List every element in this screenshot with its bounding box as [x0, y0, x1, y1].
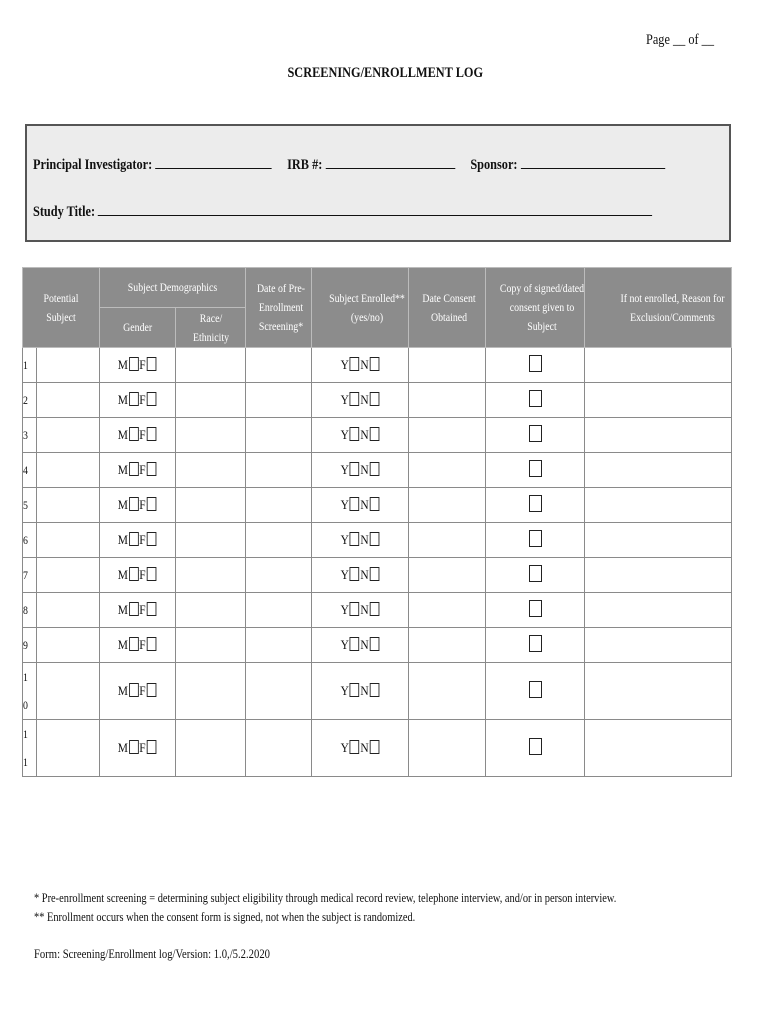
- table-row: [23, 558, 732, 593]
- table-row: [23, 453, 732, 488]
- enrolled-y-label: Y: [340, 683, 349, 698]
- gender-f-label: F: [139, 683, 146, 698]
- enrolled-y-label: Y: [340, 532, 349, 547]
- enrolled-n-label: N: [360, 637, 369, 652]
- footnotes: [34, 888, 762, 926]
- potential-subject-cell[interactable]: [37, 523, 100, 558]
- row-number: 2: [23, 383, 37, 418]
- date-pre-cell[interactable]: [246, 523, 312, 558]
- table-row: [23, 418, 732, 453]
- gender-f-label: F: [139, 740, 146, 755]
- table-row: [23, 383, 732, 418]
- date-pre-cell[interactable]: [246, 488, 312, 523]
- potential-subject-cell[interactable]: [37, 348, 100, 383]
- footnote-2: ** Enrollment occurs when the consent form is signed, not when the subject is randomized.: [34, 909, 416, 924]
- pi-label: Principal Investigator:: [33, 157, 153, 173]
- race-cell[interactable]: [176, 523, 246, 558]
- enrolled-y-checkbox[interactable]: [349, 427, 359, 441]
- gender-m-label: M: [117, 567, 128, 582]
- potential-subject-cell[interactable]: [37, 720, 100, 777]
- enrolled-y-checkbox[interactable]: [349, 740, 359, 754]
- enrolled-y-checkbox[interactable]: [349, 357, 359, 371]
- gender-cell: [100, 663, 176, 720]
- potential-subject-cell[interactable]: [37, 453, 100, 488]
- row-number: 4: [23, 453, 37, 488]
- enrolled-y-label: Y: [340, 427, 349, 442]
- date-pre-cell[interactable]: [246, 628, 312, 663]
- table-row: [23, 348, 732, 383]
- enrolled-y-label: Y: [340, 567, 349, 582]
- date-consent-cell[interactable]: [409, 558, 486, 593]
- gender-f-checkbox[interactable]: [147, 427, 157, 441]
- enrolled-n-checkbox[interactable]: [369, 602, 379, 616]
- copy-consent-cell: [486, 418, 585, 453]
- header-gender: Gender: [100, 308, 176, 348]
- enrolled-n-checkbox[interactable]: [369, 637, 379, 651]
- page-title: SCREENING/ENROLLMENT LOG: [287, 65, 483, 81]
- enrolled-y-checkbox[interactable]: [349, 497, 359, 511]
- enrolled-n-checkbox[interactable]: [369, 532, 379, 546]
- comments-cell[interactable]: [585, 593, 732, 628]
- sponsor-label: Sponsor:: [470, 157, 518, 173]
- row-number: 10: [23, 663, 37, 720]
- enrolled-n-label: N: [360, 683, 369, 698]
- gender-f-label: F: [139, 567, 146, 582]
- gender-cell: [100, 593, 176, 628]
- race-cell[interactable]: [176, 663, 246, 720]
- gender-f-label: F: [139, 602, 146, 617]
- date-pre-cell[interactable]: [246, 348, 312, 383]
- copy-consent-checkbox[interactable]: [529, 738, 542, 755]
- copy-consent-cell: [486, 593, 585, 628]
- race-cell[interactable]: [176, 488, 246, 523]
- copy-consent-checkbox[interactable]: [529, 495, 542, 512]
- gender-f-checkbox[interactable]: [147, 392, 157, 406]
- gender-f-checkbox[interactable]: [147, 567, 157, 581]
- copy-consent-cell: [486, 558, 585, 593]
- enrollment-table: [22, 267, 732, 777]
- comments-cell[interactable]: [585, 558, 732, 593]
- study-title-label: Study Title:: [33, 204, 96, 220]
- header-subject-enrolled: Subject Enrolled** (yes/no): [312, 268, 409, 348]
- enrolled-n-checkbox[interactable]: [369, 427, 379, 441]
- copy-consent-checkbox[interactable]: [529, 425, 542, 442]
- gender-m-checkbox[interactable]: [129, 392, 139, 406]
- copy-consent-checkbox[interactable]: [529, 681, 542, 698]
- potential-subject-cell[interactable]: [37, 383, 100, 418]
- enrolled-n-checkbox[interactable]: [369, 683, 379, 697]
- gender-f-label: F: [139, 532, 146, 547]
- gender-m-checkbox[interactable]: [129, 637, 139, 651]
- enrolled-y-label: Y: [340, 497, 349, 512]
- copy-consent-cell: [486, 488, 585, 523]
- gender-m-label: M: [117, 427, 128, 442]
- gender-m-checkbox[interactable]: [129, 567, 139, 581]
- gender-m-checkbox[interactable]: [129, 357, 139, 371]
- enrolled-cell: [312, 523, 409, 558]
- copy-consent-checkbox[interactable]: [529, 635, 542, 652]
- gender-m-checkbox[interactable]: [129, 497, 139, 511]
- gender-m-checkbox[interactable]: [129, 683, 139, 697]
- copy-consent-cell: [486, 383, 585, 418]
- comments-cell[interactable]: [585, 663, 732, 720]
- row-number: 8: [23, 593, 37, 628]
- date-pre-cell[interactable]: [246, 593, 312, 628]
- enrolled-y-label: Y: [340, 740, 349, 755]
- copy-consent-checkbox[interactable]: [529, 355, 542, 372]
- gender-f-label: F: [139, 637, 146, 652]
- enrolled-n-label: N: [360, 462, 369, 477]
- gender-m-checkbox[interactable]: [129, 740, 139, 754]
- comments-cell[interactable]: [585, 383, 732, 418]
- enrolled-y-checkbox[interactable]: [349, 392, 359, 406]
- row-number: 7: [23, 558, 37, 593]
- gender-cell: [100, 453, 176, 488]
- irb-field[interactable]: [325, 154, 455, 169]
- race-cell[interactable]: [176, 593, 246, 628]
- potential-subject-cell[interactable]: [37, 663, 100, 720]
- race-cell[interactable]: [176, 383, 246, 418]
- gender-m-label: M: [117, 497, 128, 512]
- comments-cell[interactable]: [585, 628, 732, 663]
- comments-cell[interactable]: [585, 720, 732, 777]
- gender-cell: [100, 523, 176, 558]
- gender-m-label: M: [117, 357, 128, 372]
- enrolled-n-checkbox[interactable]: [369, 567, 379, 581]
- potential-subject-cell[interactable]: [37, 488, 100, 523]
- comments-cell[interactable]: [585, 418, 732, 453]
- row-number: 3: [23, 418, 37, 453]
- date-pre-cell[interactable]: [246, 558, 312, 593]
- gender-m-label: M: [117, 532, 128, 547]
- gender-m-label: M: [117, 637, 128, 652]
- copy-consent-checkbox[interactable]: [529, 530, 542, 547]
- gender-f-checkbox[interactable]: [147, 497, 157, 511]
- enrolled-n-checkbox[interactable]: [369, 462, 379, 476]
- gender-f-label: F: [139, 462, 146, 477]
- enrolled-n-label: N: [360, 392, 369, 407]
- gender-f-label: F: [139, 497, 146, 512]
- enrolled-y-label: Y: [340, 637, 349, 652]
- gender-f-checkbox[interactable]: [147, 683, 157, 697]
- copy-consent-cell: [486, 663, 585, 720]
- gender-m-checkbox[interactable]: [129, 532, 139, 546]
- race-cell[interactable]: [176, 348, 246, 383]
- date-pre-cell[interactable]: [246, 663, 312, 720]
- footnote-1: * Pre-enrollment screening = determining subject eligibility through medical record review, telephone interview, and/or in person interview.: [34, 890, 617, 905]
- info-row-2: [33, 201, 770, 221]
- gender-f-label: F: [139, 392, 146, 407]
- date-consent-cell[interactable]: [409, 720, 486, 777]
- enrolled-y-checkbox[interactable]: [349, 567, 359, 581]
- gender-cell: [100, 418, 176, 453]
- enrolled-y-label: Y: [340, 357, 349, 372]
- gender-f-checkbox[interactable]: [147, 637, 157, 651]
- copy-consent-cell: [486, 720, 585, 777]
- enrolled-cell: [312, 418, 409, 453]
- potential-subject-cell[interactable]: [37, 628, 100, 663]
- enrolled-cell: [312, 453, 409, 488]
- enrolled-n-checkbox[interactable]: [369, 392, 379, 406]
- form-version: Form: Screening/Enrollment log/Version: 1.0,/5.2.2020: [34, 946, 270, 961]
- gender-f-checkbox[interactable]: [147, 357, 157, 371]
- gender-m-label: M: [117, 683, 128, 698]
- copy-consent-checkbox[interactable]: [529, 390, 542, 407]
- comments-cell[interactable]: [585, 488, 732, 523]
- gender-f-checkbox[interactable]: [147, 602, 157, 616]
- gender-m-checkbox[interactable]: [129, 462, 139, 476]
- gender-cell: [100, 488, 176, 523]
- comments-cell[interactable]: [585, 348, 732, 383]
- race-cell[interactable]: [176, 720, 246, 777]
- date-pre-cell[interactable]: [246, 720, 312, 777]
- enrolled-y-checkbox[interactable]: [349, 462, 359, 476]
- row-number: 6: [23, 523, 37, 558]
- enrolled-y-checkbox[interactable]: [349, 683, 359, 697]
- page-number: Page __ of __: [646, 32, 714, 48]
- study-title-field[interactable]: [98, 201, 652, 216]
- date-consent-cell[interactable]: [409, 663, 486, 720]
- enrolled-n-checkbox[interactable]: [369, 357, 379, 371]
- enrolled-cell: [312, 663, 409, 720]
- gender-cell: [100, 720, 176, 777]
- header-date-consent: Date Consent Obtained: [409, 268, 486, 348]
- header-copy-consent: Copy of signed/dated consent given to Subject: [486, 268, 585, 348]
- row-number: 11: [23, 720, 37, 777]
- sponsor-field[interactable]: [521, 154, 665, 169]
- gender-m-label: M: [117, 392, 128, 407]
- date-consent-cell[interactable]: [409, 383, 486, 418]
- race-cell[interactable]: [176, 418, 246, 453]
- potential-subject-cell[interactable]: [37, 558, 100, 593]
- gender-f-checkbox[interactable]: [147, 740, 157, 754]
- copy-consent-cell: [486, 523, 585, 558]
- copy-consent-cell: [486, 453, 585, 488]
- copy-consent-checkbox[interactable]: [529, 565, 542, 582]
- irb-label: IRB #:: [287, 157, 323, 173]
- enrolled-cell: [312, 383, 409, 418]
- race-cell[interactable]: [176, 628, 246, 663]
- table-row: [23, 593, 732, 628]
- header-race-ethnicity: Race/ Ethnicity: [176, 308, 246, 348]
- gender-f-label: F: [139, 427, 146, 442]
- gender-m-label: M: [117, 602, 128, 617]
- date-consent-cell[interactable]: [409, 488, 486, 523]
- copy-consent-cell: [486, 348, 585, 383]
- study-info-box: [25, 124, 731, 242]
- enrolled-n-label: N: [360, 567, 369, 582]
- enrolled-cell: [312, 348, 409, 383]
- row-number: 9: [23, 628, 37, 663]
- date-consent-cell[interactable]: [409, 418, 486, 453]
- date-consent-cell[interactable]: [409, 453, 486, 488]
- enrolled-n-label: N: [360, 497, 369, 512]
- date-pre-cell[interactable]: [246, 418, 312, 453]
- enrolled-cell: [312, 593, 409, 628]
- enrolled-n-checkbox[interactable]: [369, 497, 379, 511]
- gender-m-checkbox[interactable]: [129, 427, 139, 441]
- header-demographics: Subject Demographics: [100, 268, 246, 308]
- race-cell[interactable]: [176, 453, 246, 488]
- enrolled-n-checkbox[interactable]: [369, 740, 379, 754]
- enrolled-y-label: Y: [340, 462, 349, 477]
- gender-f-checkbox[interactable]: [147, 462, 157, 476]
- copy-consent-cell: [486, 628, 585, 663]
- copy-consent-checkbox[interactable]: [529, 460, 542, 477]
- date-consent-cell[interactable]: [409, 593, 486, 628]
- enrolled-n-label: N: [360, 427, 369, 442]
- table-row: [23, 488, 732, 523]
- enrolled-y-label: Y: [340, 602, 349, 617]
- header-if-not-enrolled: If not enrolled, Reason for Exclusion/Comments: [585, 268, 732, 348]
- header-potential-subject: Potential Subject: [23, 268, 100, 348]
- info-row-1: [33, 154, 770, 174]
- comments-cell[interactable]: [585, 453, 732, 488]
- potential-subject-cell[interactable]: [37, 418, 100, 453]
- gender-cell: [100, 348, 176, 383]
- date-consent-cell[interactable]: [409, 348, 486, 383]
- table-row: [23, 720, 732, 777]
- comments-cell[interactable]: [585, 523, 732, 558]
- gender-m-checkbox[interactable]: [129, 602, 139, 616]
- enrolled-n-label: N: [360, 532, 369, 547]
- gender-f-checkbox[interactable]: [147, 532, 157, 546]
- header-date-pre-enrollment: Date of Pre- Enrollment Screening*: [246, 268, 312, 348]
- enrolled-y-label: Y: [340, 392, 349, 407]
- table-row: [23, 663, 732, 720]
- gender-f-label: F: [139, 357, 146, 372]
- enrolled-cell: [312, 628, 409, 663]
- row-number: 1: [23, 348, 37, 383]
- enrolled-cell: [312, 488, 409, 523]
- enrolled-n-label: N: [360, 357, 369, 372]
- gender-cell: [100, 383, 176, 418]
- date-pre-cell[interactable]: [246, 383, 312, 418]
- table-row: [23, 628, 732, 663]
- copy-consent-checkbox[interactable]: [529, 600, 542, 617]
- gender-cell: [100, 558, 176, 593]
- date-consent-cell[interactable]: [409, 628, 486, 663]
- enrolled-y-checkbox[interactable]: [349, 602, 359, 616]
- enrolled-n-label: N: [360, 602, 369, 617]
- enrolled-cell: [312, 720, 409, 777]
- date-pre-cell[interactable]: [246, 453, 312, 488]
- table-row: [23, 523, 732, 558]
- pi-field[interactable]: [155, 154, 271, 169]
- date-consent-cell[interactable]: [409, 523, 486, 558]
- row-number: 5: [23, 488, 37, 523]
- gender-cell: [100, 628, 176, 663]
- gender-m-label: M: [117, 462, 128, 477]
- potential-subject-cell[interactable]: [37, 593, 100, 628]
- race-cell[interactable]: [176, 558, 246, 593]
- enrolled-y-checkbox[interactable]: [349, 637, 359, 651]
- gender-m-label: M: [117, 740, 128, 755]
- enrolled-cell: [312, 558, 409, 593]
- enrolled-y-checkbox[interactable]: [349, 532, 359, 546]
- enrolled-n-label: N: [360, 740, 369, 755]
